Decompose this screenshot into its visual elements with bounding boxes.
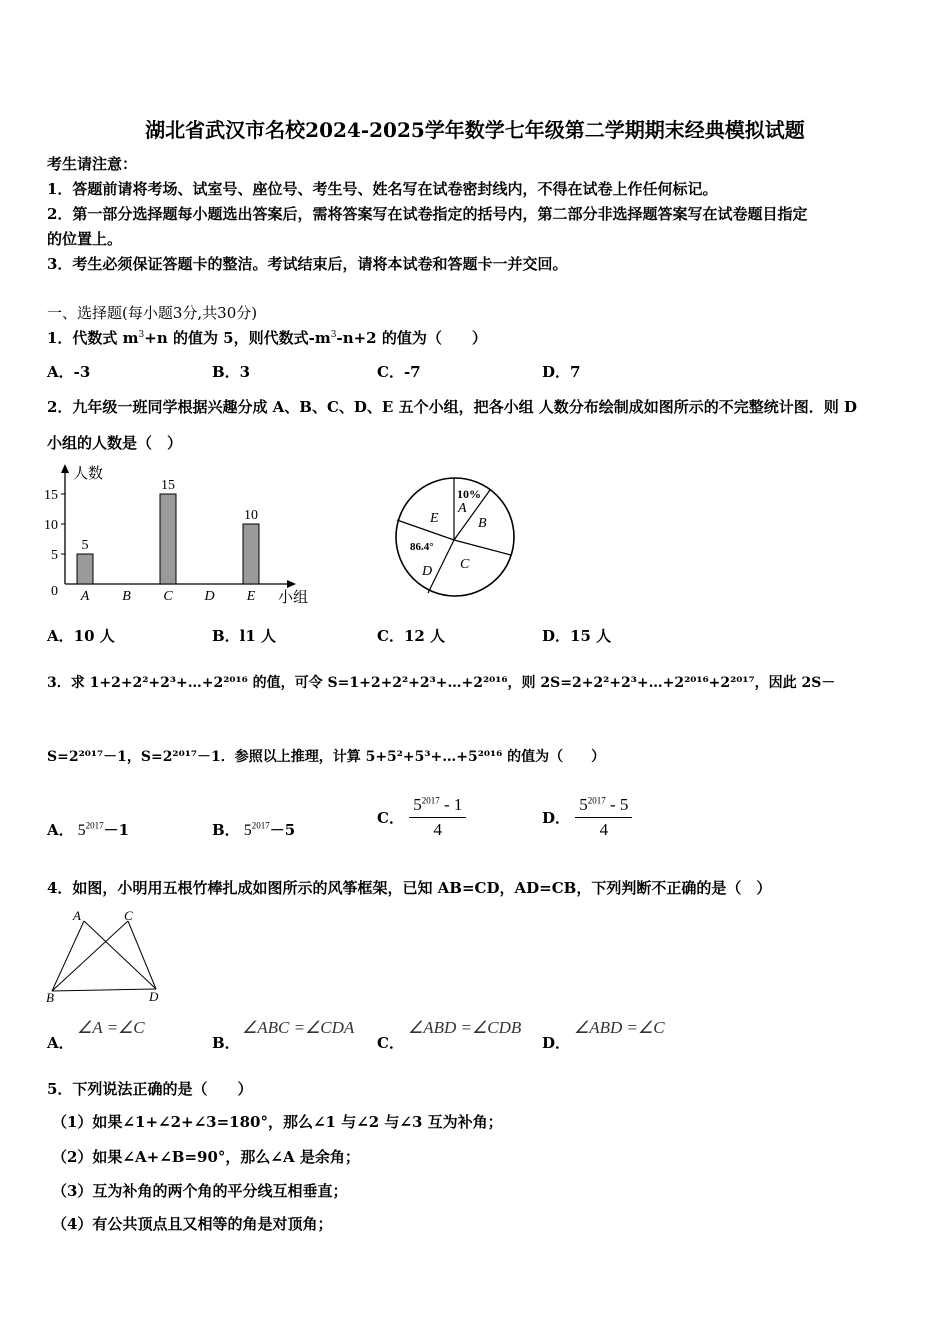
y-tick-label: 10 — [44, 518, 58, 533]
page-title: 湖北省武汉市名校2024-2025学年数学七年级第二学期期末经典模拟试题 — [145, 118, 805, 142]
q3-option-a[interactable]: A． $5^{2017}-1$ — [47, 820, 130, 839]
x-tick-label: C — [163, 589, 173, 604]
q4-option-d[interactable]: ∠ABD =∠C — [574, 1018, 665, 1037]
y-tick-label: 0 — [51, 584, 58, 599]
q2-option-a[interactable]: A．10 人 — [47, 627, 115, 645]
pie-annotation: 86.4° — [410, 541, 434, 553]
question-3-stem-cont: S=2²⁰¹⁷－1，S=2²⁰¹⁷－1．参照以上推理，计算 5+5²+5³+…+5²⁰¹⁶ 的值为（ ） — [47, 749, 606, 765]
bar — [160, 494, 176, 584]
x-axis-arrow — [287, 580, 296, 588]
notice-item: 3．考生必须保证答题卡的整洁。考试结束后，请将本试卷和答题卡一并交回。 — [47, 255, 568, 273]
pie-label-c: C — [460, 557, 470, 572]
fraction: $\frac{5^{2017} - 1}{4}$ — [409, 795, 466, 840]
pie-divider — [397, 520, 454, 540]
vertex-label-b: B — [46, 990, 54, 1005]
data-label: 5 — [81, 538, 89, 553]
vertex-label-c: C — [124, 908, 133, 923]
q1-option-c[interactable]: C．-7 — [377, 363, 421, 381]
pie-label-e: E — [430, 511, 439, 526]
pie-divider — [454, 540, 511, 555]
q1-option-a[interactable]: A．-3 — [47, 363, 91, 381]
notice-item: 1．答题前请将考场、试室号、座位号、考生号、姓名写在试卷密封线内，不得在试卷上作任何标记。 — [47, 180, 718, 198]
question-3-stem: 3．求 1+2+2²+2³+…+2²⁰¹⁶ 的值，可令 S=1+2+2²+2³+…+2²⁰¹⁶，则 2S=2+2²+2³+…+2²⁰¹⁶+2²⁰¹⁷，因此 2S－ — [47, 675, 836, 691]
y-axis-label: 人数 — [73, 466, 104, 482]
fraction: $\frac{5^{2017} - 5}{4}$ — [575, 795, 632, 840]
data-label: 10 — [244, 508, 258, 523]
notice-item: 2．第一部分选择题每小题选出答案后，需将答案写在试卷指定的括号内，第二部分非选择题答案写在试卷题目指定 — [47, 205, 808, 223]
y-tick-label: 15 — [44, 488, 58, 503]
bar — [243, 524, 259, 584]
notice-heading: 考生请注意： — [47, 155, 138, 173]
vertex-label-d: D — [149, 989, 159, 1004]
question-2-stem-cont: 小组的人数是（ ） — [47, 434, 183, 452]
q5-statement: （4）有公共顶点且又相等的角是对顶角； — [52, 1215, 333, 1233]
pie-outline — [396, 478, 514, 596]
y-tick-label: 5 — [51, 548, 58, 563]
x-tick-label: E — [246, 589, 256, 604]
q3-option-b[interactable]: B． $5^{2017}-5$ — [212, 820, 296, 839]
q2-option-d[interactable]: D．15 人 — [542, 627, 612, 645]
bar-chart — [38, 460, 323, 610]
q4-option-c-label[interactable]: C． — [377, 1034, 404, 1052]
question-1-stem: 1．代数式 $m^3+n$ 的值为 5，则代数式$-m^3-n+2$ 的值为（ ） — [47, 329, 487, 347]
q4-option-b-label[interactable]: B． — [212, 1034, 240, 1052]
question-5-stem: 5．下列说法正确的是（ ） — [47, 1080, 253, 1098]
bar — [77, 554, 93, 584]
q1-option-b[interactable]: B．3 — [212, 363, 251, 381]
x-axis-label: 小组 — [278, 590, 309, 606]
q5-statement: （2）如果∠A+∠B=90°，那么∠A 是余角； — [52, 1148, 360, 1166]
x-tick-label: A — [80, 589, 90, 604]
pie-chart — [390, 472, 522, 604]
pie-label-a: A — [458, 501, 467, 516]
q4-option-a[interactable]: ∠A =∠C — [77, 1018, 145, 1037]
q1-option-d[interactable]: D．7 — [542, 363, 581, 381]
kite-figure — [42, 905, 172, 1007]
q2-option-c[interactable]: C．12 人 — [377, 627, 446, 645]
x-tick-label: B — [122, 589, 131, 604]
notice-item: 的位置上。 — [47, 230, 123, 248]
q4-option-a-label[interactable]: A． — [47, 1034, 74, 1052]
pie-annotation: 10% — [457, 487, 481, 501]
pie-label-d: D — [422, 564, 433, 579]
q3-option-d[interactable]: D． $\frac{5^{2017} - 5}{4}$ — [542, 795, 632, 840]
q5-statement: （3）互为补角的两个角的平分线互相垂直； — [52, 1182, 348, 1200]
q5-statement: （1）如果∠1+∠2+∠3=180°，那么∠1 与∠2 与∠3 互为补角； — [52, 1113, 503, 1131]
pie-label-b: B — [478, 516, 487, 531]
section-heading: 一、选择题(每小题3分,共30分) — [47, 304, 258, 322]
q4-option-c[interactable]: ∠ABD =∠CDB — [408, 1018, 522, 1037]
data-label: 15 — [161, 478, 175, 493]
q3-option-c[interactable]: C． $\frac{5^{2017} - 1}{4}$ — [377, 795, 466, 840]
vertex-label-a: A — [73, 908, 81, 923]
q4-option-b[interactable]: ∠ABC =∠CDA — [242, 1018, 355, 1037]
question-4-stem: 4．如图，小明用五根竹棒扎成如图所示的风筝框架，已知 AB=CD，AD=CB，下列判断不正确的是（ ） — [47, 879, 772, 897]
y-axis-arrow — [61, 464, 69, 473]
q2-option-b[interactable]: B．l1 人 — [212, 627, 277, 645]
q4-option-d-label[interactable]: D． — [542, 1034, 571, 1052]
x-tick-label: D — [204, 589, 215, 604]
question-2-stem: 2．九年级一班同学根据兴趣分成 A、B、C、D、E 五个小组，把各小组 人数分布绘制成如图所示的不完整统计图．则 D — [47, 398, 858, 416]
